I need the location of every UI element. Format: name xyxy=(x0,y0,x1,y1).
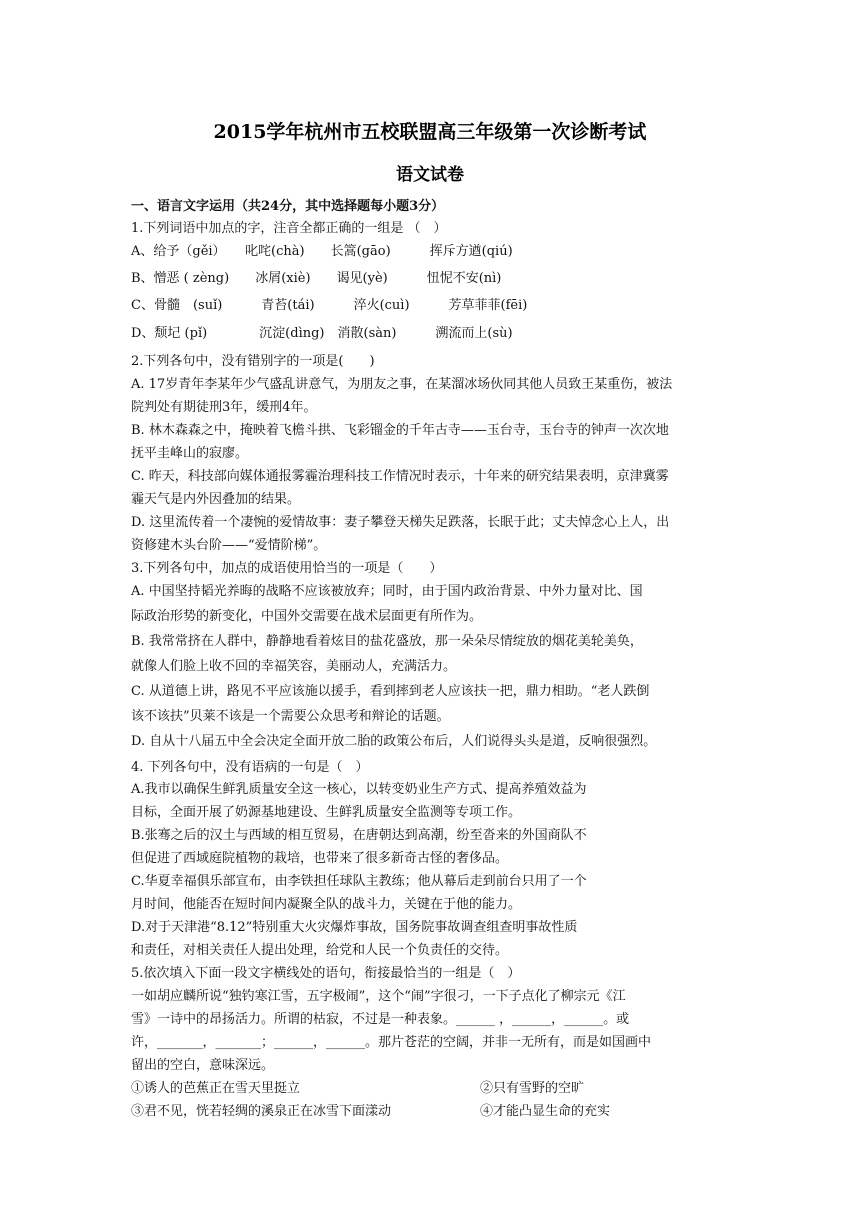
question-5-passage-line2: 雪》一诗中的昂扬活力。所谓的枯寂，不过是一种表象。______ ，______，______。或 xyxy=(131,1012,630,1027)
question-5-passage-line1: 一如胡应麟所说“独钓寒江雪，五字极闹”，这个“闹”字很刁，一下子点化了柳宗元《江 xyxy=(131,989,626,1004)
question-2-option-a-line1: A. 17岁青年李某年少气盛乱讲意气，为朋友之事，在某溜冰场伙同其他人员致王某重伤，被法 xyxy=(131,377,673,392)
question-2-stem: 2.下列各句中，没有错别字的一项是( ) xyxy=(131,354,375,369)
question-1-option-d: D、颓圮 (pǐ) 沉淀(dìng) 消散(sàn) 溯流而上(sù) xyxy=(131,326,513,341)
question-1-option-b: B、憎恶 ( zèng) 冰屑(xiè) 谒见(yè) 忸怩不安(nì) xyxy=(131,271,502,286)
question-2-option-d-line1: D. 这里流传着一个凄惋的爱情故事：妻子攀登天梯失足跌落，长眠于此；丈夫悼念心上人，出 xyxy=(131,515,670,530)
question-4-option-c-line2: 月时间，他能否在短时间内凝聚全队的战斗力，关键在于他的能力。 xyxy=(131,897,522,912)
question-5-choice-1: ①诱人的芭蕉正在雪天里挺立 xyxy=(131,1081,301,1096)
question-4-option-c-line1: C.华夏幸福俱乐部宣布，由李铁担任球队主教练；他从幕后走到前台只用了一个 xyxy=(131,874,587,889)
question-4-option-b-line2: 但促进了西域庭院植物的栽培，也带来了很多新奇古怪的奢侈品。 xyxy=(131,851,509,866)
question-3-option-b-line1: B. 我常常挤在人群中，静静地看着炫目的盐花盛放，那一朵朵尽情绽放的烟花美轮美奂， xyxy=(131,634,643,649)
question-4-option-d-line2: 和责任，对相关责任人提出处理，给党和人民一个负责任的交待。 xyxy=(131,943,509,958)
question-3-option-c-line1: C. 从道德上讲，路见不平应该施以援手，看到摔到老人应该扶一把，鼎力相助。“老人跌倒 xyxy=(131,684,650,699)
question-5-choice-4: ④才能凸显生命的充实 xyxy=(480,1104,611,1119)
question-5-passage-line4: 留出的空白，意味深远。 xyxy=(131,1058,275,1073)
question-4-option-a-line2: 目标，全面开展了奶源基地建设、生鲜乳质量安全监测等专项工作。 xyxy=(131,805,522,820)
question-2-option-b-line2: 抚平圭峰山的寂廖。 xyxy=(131,446,249,461)
question-5-choice-3: ③君不见，恍若轻绸的溪泉正在冰雪下面漾动 xyxy=(131,1104,392,1119)
question-4-option-a-line1: A.我市以确保生鲜乳质量安全这一核心，以转变奶业生产方式、提高养殖效益为 xyxy=(131,782,587,797)
question-2-option-d-line2: 资修建木头台阶——“爱情阶梯”。 xyxy=(131,538,327,553)
exam-title: 2015学年杭州市五校联盟高三年级第一次诊断考试 xyxy=(213,121,647,143)
question-3-option-c-line2: 该不该扶”贝莱不该是一个需要公众思考和辩论的话题。 xyxy=(131,709,450,724)
question-5-choice-2: ②只有雪野的空旷 xyxy=(480,1081,585,1096)
question-3-option-d: D. 自从十八届五中全会决定全面开放二胎的政策公布后，人们说得头头是道，反响很强烈。 xyxy=(131,734,657,749)
question-2-option-b-line1: B. 林木森森之中，掩映着飞檐斗拱、飞彩镏金的千年古寺——玉台寺，玉台寺的钟声一次次地 xyxy=(131,423,669,438)
question-5-passage-line3: 许，_______，_______；______，______。那片苍茫的空阔，并非一无所有，而是如国画中 xyxy=(131,1035,652,1050)
question-3-option-a-line1: A. 中国坚持韬光养晦的战略不应该被放弃；同时，由于国内政治背景、中外力量对比、国 xyxy=(131,584,643,599)
question-3-stem: 3.下列各句中，加点的成语使用恰当的一项是（ ） xyxy=(131,561,443,576)
question-2-option-c-line2: 霾天气是内外因叠加的结果。 xyxy=(131,492,301,507)
question-1-stem: 1.下列词语中加点的字，注音全都正确的一组是 （ ） xyxy=(131,221,447,236)
question-2-option-c-line1: C. 昨天，科技部向媒体通报雾霾治理科技工作情况时表示，十年来的研究结果表明，京津冀雾 xyxy=(131,469,669,484)
question-4-option-b-line1: B.张骞之后的汉土与西域的相互贸易，在唐朝达到高潮，纷至沓来的外国商队不 xyxy=(131,828,587,843)
question-1-option-c: C、骨髓 (suǐ) 青苔(tái) 淬火(cuì) 芳草菲菲(fēi) xyxy=(131,298,528,313)
question-4-stem: 4. 下列各句中，没有语病的一句是（ ） xyxy=(131,760,369,775)
question-3-option-a-line2: 际政治形势的新变化，中国外交需要在战术层面更有所作为。 xyxy=(131,609,483,624)
question-2-option-a-line2: 院判处有期徒刑3年，缓刑4年。 xyxy=(131,400,317,415)
question-1-option-a: A、给予（gěi） 叱咤(chà) 长篙(gāo) 挥斥方遒(qiú) xyxy=(131,244,513,259)
section-heading: 一、语言文字运用（共24分，其中选择题每小题3分） xyxy=(131,199,445,214)
question-3-option-b-line2: 就像人们脸上收不回的幸福笑容，美丽动人，充满活力。 xyxy=(131,659,457,674)
question-4-option-d-line1: D.对于天津港“8.12”特别重大火灾爆炸事故，国务院事故调查组查明事故性质 xyxy=(131,920,578,935)
question-5-stem: 5.依次填入下面一段文字横线处的语句，衔接最恰当的一组是（ ） xyxy=(131,966,521,981)
paper-subtitle: 语文试卷 xyxy=(396,165,464,185)
